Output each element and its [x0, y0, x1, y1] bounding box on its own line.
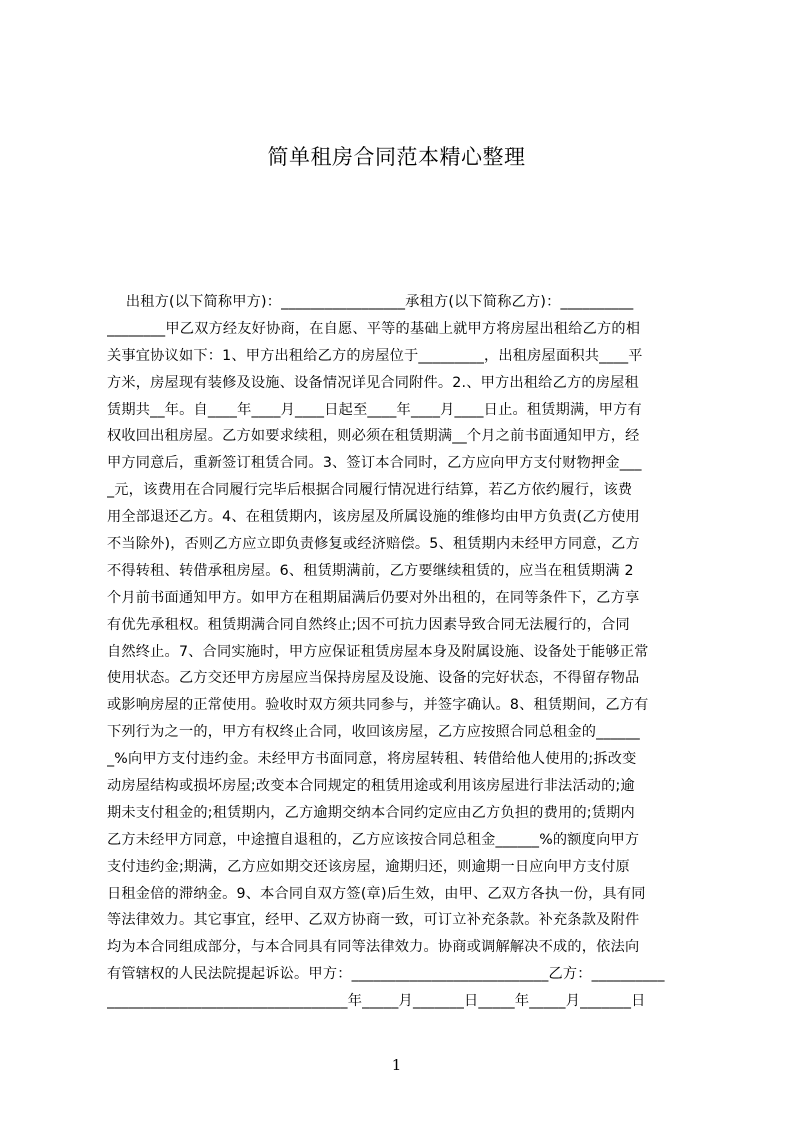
contract-line: 下列行为之一的，甲方有权终止合同，收回该房屋，乙方应按照合同总租金的______: [107, 724, 640, 741]
contract-line: 不当除外)，否则乙方应立即负责修复或经济赔偿。5、租赁期内未经甲方同意，乙方: [107, 536, 640, 553]
contract-line: _________________________________年_____月_______日_____年_____月_______日: [107, 993, 646, 1010]
contract-line: 用全部退还乙方。4、在租赁期内，该房屋及所属设施的维修均由甲方负责(乙方使用: [107, 509, 640, 526]
contract-line: ________甲乙双方经友好协商，在自愿、平等的基础上就甲方将房屋出租给乙方的相: [107, 320, 641, 337]
contract-line: 乙方未经甲方同意，中途擅自退租的，乙方应该按合同总租金______%的额度向甲方: [107, 831, 640, 848]
contract-line: 个月前书面通知甲方。如甲方在租期届满后仍要对外出租的，在同等条件下，乙方享: [107, 589, 640, 606]
contract-line: 使用状态。乙方交还甲方房屋应当保持房屋及设施、设备的完好状态，不得留存物品: [107, 670, 640, 687]
contract-line: 有管辖权的人民法院提起诉讼。甲方：___________________________乙方：__________: [107, 966, 665, 983]
document-title: 简单租房合同范本精心整理: [267, 145, 526, 169]
contract-line: 自然终止。7、合同实施时，甲方应保证租赁房屋本身及附属设施、设备处于能够正常: [107, 643, 649, 660]
contract-line: 有优先承租权。租赁期满合同自然终止;因不可抗力因素导致合同无法履行的，合同: [107, 616, 630, 633]
contract-line: 方米，房屋现有装修及设施、设备情况详见合同附件。2.、甲方出租给乙方的房屋租: [107, 374, 639, 391]
contract-line: _%向甲方支付违约金。未经甲方书面同意，将房屋转租、转借给他人使用的;拆改变: [107, 751, 637, 768]
contract-line: 期未支付租金的;租赁期内，乙方逾期交纳本合同约定应由乙方负担的费用的;赁期内: [107, 804, 635, 821]
contract-line: 不得转租、转借承租房屋。6、租赁期满前，乙方要继续租赁的，应当在租赁期满 2: [107, 562, 634, 579]
contract-line: 日租金倍的滞纳金。9、本合同自双方签(章)后生效，由甲、乙双方各执一份，具有同: [107, 885, 646, 902]
contract-line: 动房屋结构或损坏房屋;改变本合同规定的租赁用途或利用该房屋进行非法活动的;逾: [107, 778, 635, 795]
contract-line: 等法律效力。其它事宜，经甲、乙双方协商一致，可订立补充条款。补充条款及附件: [107, 912, 640, 929]
contract-line: 出租方(以下简称甲方)：_________________承租方(以下简称乙方)：__________: [107, 294, 634, 310]
contract-line: 支付违约金;期满，乙方应如期交还该房屋，逾期归还，则逾期一日应向甲方支付原: [107, 858, 630, 875]
contract-line: _元，该费用在合同履行完毕后根据合同履行情况进行结算，若乙方依约履行，该费: [107, 482, 633, 499]
contract-line: 均为本合同组成部分，与本合同具有同等法律效力。协商或调解解决不成的，依法向: [107, 939, 640, 956]
contract-line: 甲方同意后，重新签订租赁合同。3、签订本合同时，乙方应向甲方支付财物押金___: [107, 455, 642, 472]
page-number: 1: [391, 1056, 402, 1074]
contract-body: [107, 289, 698, 1015]
contract-line: 权收回出租房屋。乙方如要求续租，则必须在租赁期满__个月之前书面通知甲方，经: [107, 428, 640, 445]
contract-line: 或影响房屋的正常使用。验收时双方须共同参与，并签字确认。8、租赁期间，乙方有: [107, 697, 649, 714]
contract-line: 赁期共__年。自____年____月____日起至____年____月____日止。租赁期满，甲方有: [107, 401, 642, 418]
contract-line: 关事宜协议如下：1、甲方出租给乙方的房屋位于_________，出租房屋面积共____平: [107, 347, 643, 364]
